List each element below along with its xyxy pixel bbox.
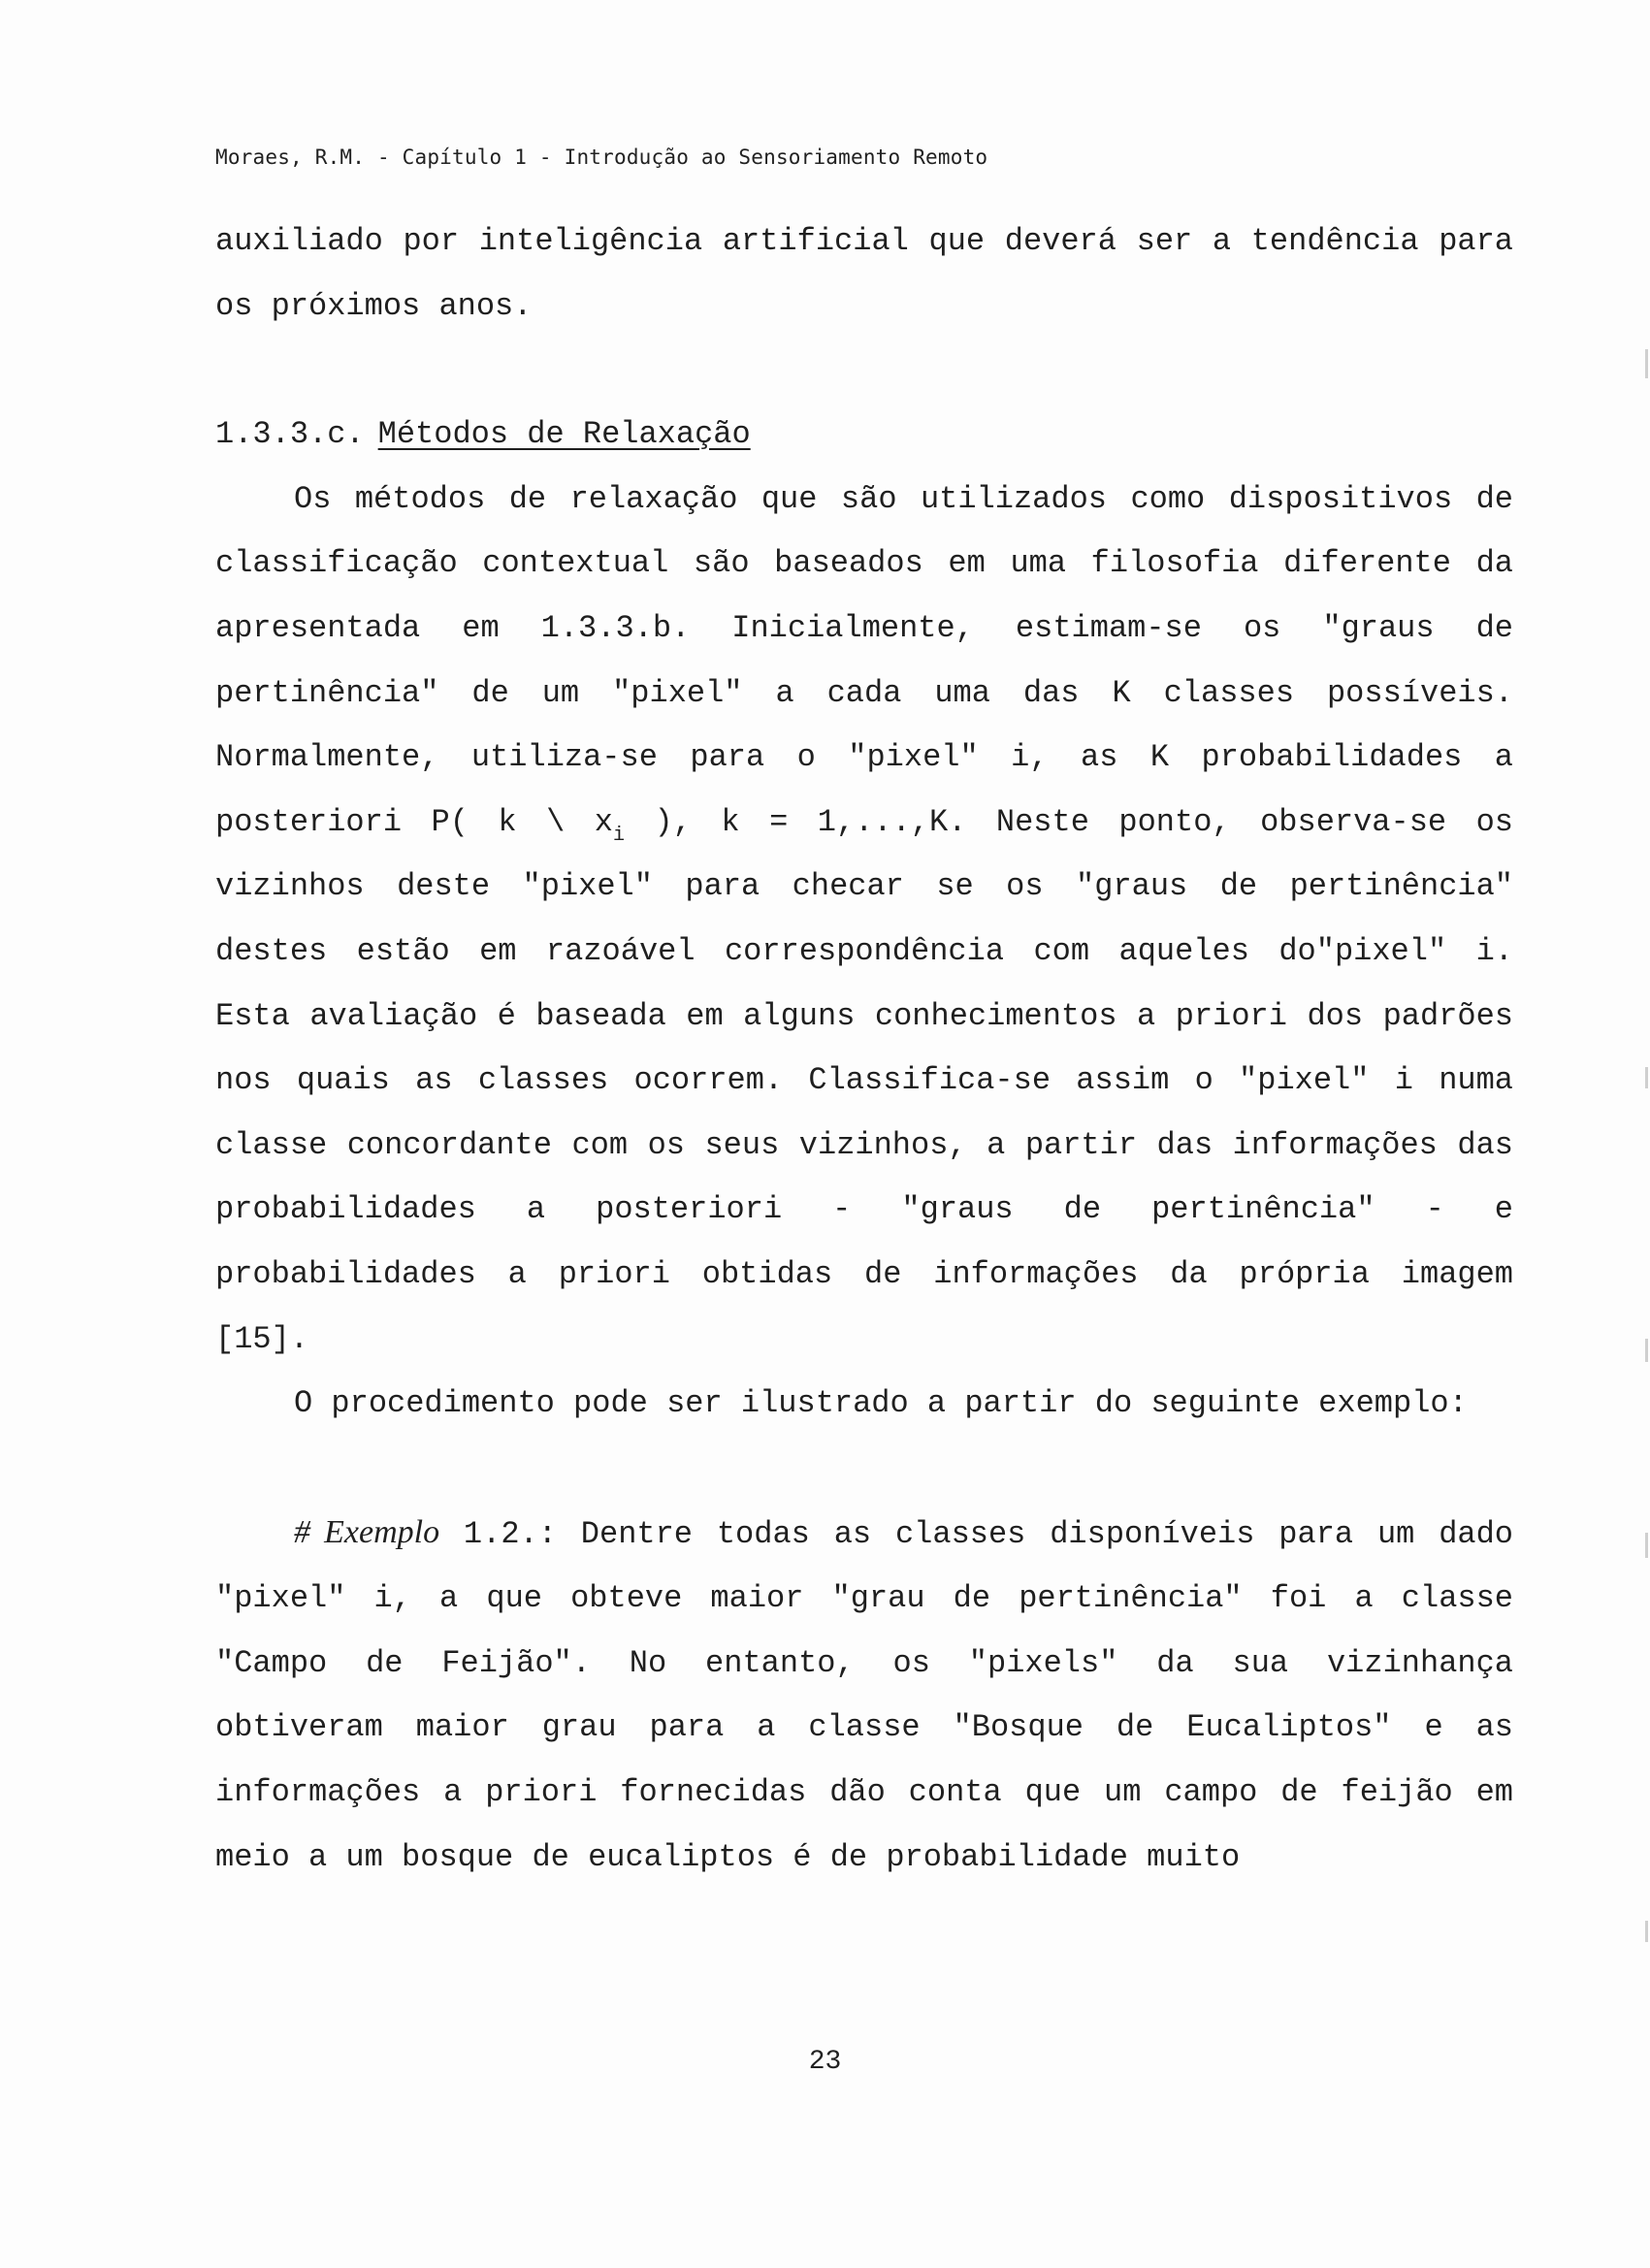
subscript-i: i	[613, 824, 626, 847]
scan-mark	[1645, 1067, 1648, 1088]
paragraph-relaxation	[215, 468, 1513, 1372]
scan-mark	[1645, 1921, 1648, 1942]
example-label: # Exemplo	[294, 1513, 440, 1550]
section-title: Métodos de Relaxação	[377, 416, 751, 453]
example-text: : Dentre todas as classes disponíveis para um dado "pixel" i, a que obteve maior "grau de pertinência" foi a classe "Campo de Feijão". No entanto, os "pixels" da sua vizinhança obtiveram maior grau para a classe "Bosque de Eucaliptos" e as informações a priori fornecidas dão conta que um campo de feijão em meio a um bosque de eucaliptos é de probabilidade muito	[215, 1515, 1514, 1875]
section-heading	[215, 403, 1513, 468]
document-body	[215, 210, 1513, 1890]
paragraph-procedure: O procedimento pode ser ilustrado a partir do seguinte exemplo:	[294, 1385, 1468, 1422]
spacer	[215, 1437, 1513, 1501]
page-number: 23	[808, 2047, 842, 2077]
spacer	[215, 339, 1513, 403]
scan-margin-marks	[1640, 0, 1650, 2268]
scan-mark	[1645, 349, 1648, 378]
paragraph-continuation: auxiliado por inteligência artificial que deverá ser a tendência para os próximos anos.	[215, 223, 1513, 324]
scan-mark	[1645, 1533, 1648, 1558]
paragraph-relaxation-part1: Os métodos de relaxação que são utilizados como dispositivos de classificação contextual são baseados em uma filosofia diferente da apresentada em 1.3.3.b. Inicialmente, estimam-se os "graus de pertinência" de um "pixel" a cada uma das K classes possíveis. Normalmente, utiliza-se para o "pixel" i, as K probabilidades a posteriori P( k \ x	[215, 480, 1513, 840]
scan-mark	[1645, 1339, 1648, 1362]
paragraph-relaxation-part2: ), k = 1,...,K. Neste ponto, observa-se os vizinhos deste "pixel" para checar se os "graus de pertinência" destes estão em razoável correspondência com aqueles do"pixel" i. Esta avaliação é baseada em alguns conhecimentos a priori dos padrões nos quais as classes ocorrem. Classifica-se assim o "pixel" i numa classe concordante com os seus vizinhos, a partir das informações das probabilidades a posteriori - "graus de pertinência" - e probabilidades a priori obtidas de informações da própria imagem [15].	[215, 803, 1514, 1357]
example-paragraph	[215, 1501, 1513, 1891]
section-number: 1.3.3.c.	[215, 416, 365, 453]
example-number: 1.2.	[439, 1515, 538, 1552]
running-head: Moraes, R.M. - Capítulo 1 - Introdução ao Sensoriamento Remoto	[215, 146, 988, 169]
